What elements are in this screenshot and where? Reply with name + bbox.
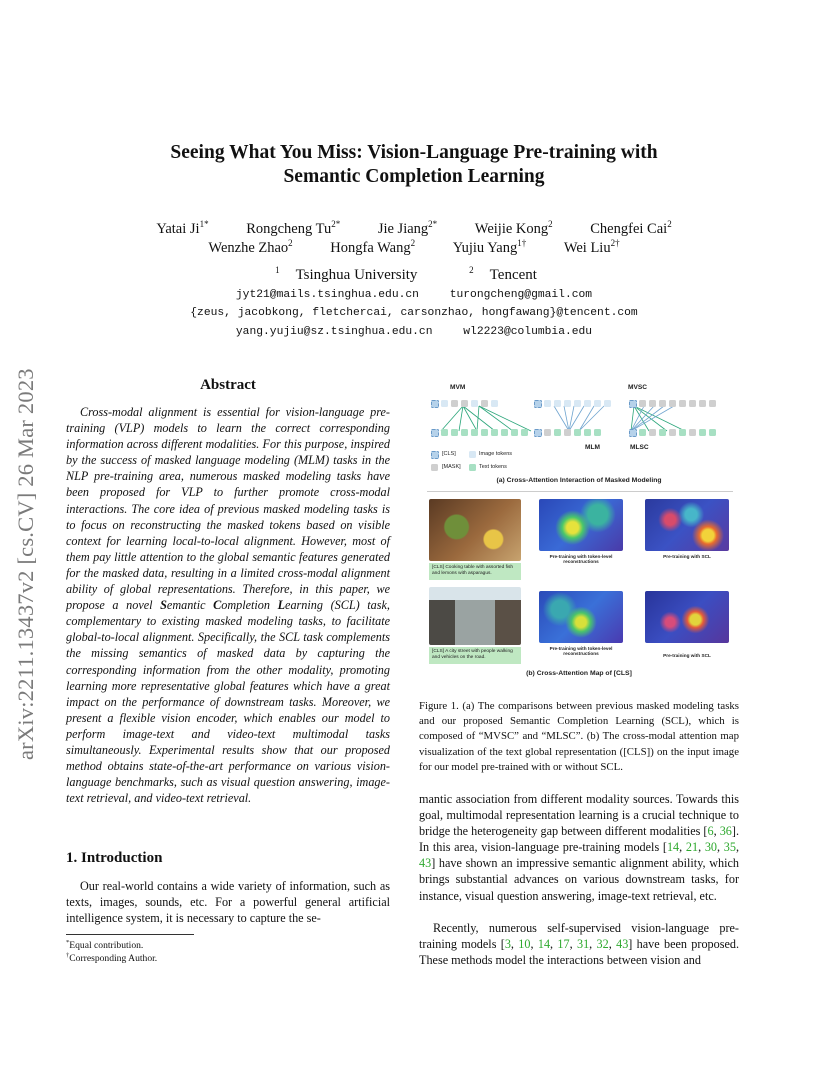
affiliation: $^1$ Tsinghua University xyxy=(275,265,418,283)
legend-text-swatch xyxy=(469,464,476,471)
author: Weijie Kong$^2$ xyxy=(474,219,553,237)
email: yang.yujiu@sz.tsinghua.edu.cn xyxy=(235,326,433,338)
author: Rongcheng $Tu^{2*}$ xyxy=(246,219,341,237)
text-token xyxy=(491,429,498,436)
footnote: *Equal contribution. xyxy=(66,939,144,952)
affiliation: $^2$ Tencent xyxy=(469,265,537,283)
author: Jie Jiang$^{2*}$ xyxy=(377,219,438,237)
figure-part-b-caption: (b) Cross-Attention Map of [CLS] xyxy=(526,670,632,677)
figure-1 xyxy=(419,373,739,693)
label-mvsc: MVSC xyxy=(628,384,648,391)
email-line-3 xyxy=(0,326,828,338)
figure-caption: Figure 1. (a) The comparisons between previous masked modeling tasks and our proposed Semantic Completion Learning (SCL), which is composed of “MVSC” and “MLSC”. (b) The cross-modal attention map visualization of the text global representation ([CLS]) on the input image for our model pre-trained with or without SCL. xyxy=(419,700,739,773)
author: Yatai $Ji^{1*}$ xyxy=(156,219,209,237)
mask-token xyxy=(481,400,488,407)
mask-token xyxy=(669,429,676,436)
image-token xyxy=(604,400,611,407)
text-token xyxy=(594,429,601,436)
cls-token xyxy=(534,400,542,408)
citation-link[interactable]: 14 xyxy=(666,840,680,855)
title-line-1: Seeing What You Miss: Vision-Language Pre-training with xyxy=(170,142,658,163)
text-token xyxy=(451,429,458,436)
label-mlsc: MLSC xyxy=(630,444,649,451)
footnote-rule xyxy=(66,934,194,935)
author-list-row-1 xyxy=(0,219,828,238)
citation-link[interactable]: 32 xyxy=(596,937,609,952)
text-token xyxy=(679,429,686,436)
mask-token xyxy=(649,429,656,436)
section-heading-introduction: 1. Introduction xyxy=(66,850,163,866)
figure-divider xyxy=(427,491,733,492)
mvm-connections xyxy=(441,406,531,431)
cls-token xyxy=(629,429,637,437)
label-token-level-1: Pre-training with token-level reconstructions xyxy=(549,554,613,564)
email: jyt21@mails.tsinghua.edu.cn xyxy=(235,289,419,301)
mask-token xyxy=(699,400,706,407)
author: Wenzhe Zhao$^2$ xyxy=(208,238,293,256)
text-token xyxy=(699,429,706,436)
citation-link[interactable]: 10 xyxy=(518,937,531,952)
text-token xyxy=(481,429,488,436)
image-token xyxy=(584,400,591,407)
legend-image-swatch xyxy=(469,451,476,458)
mask-token xyxy=(639,400,646,407)
author: Chengfei Cai$^2$ xyxy=(590,219,672,237)
mlsc-connections xyxy=(631,406,674,431)
text-token xyxy=(639,429,646,436)
legend-cls: [CLS] xyxy=(442,451,456,457)
text-token xyxy=(521,429,528,436)
attention-map-scl-1 xyxy=(645,499,729,551)
mask-token xyxy=(669,400,676,407)
cls-caption-1: [CLS] Cooking table with assorted fish and lemons with asparagus. xyxy=(429,563,521,580)
legend-mask: [MASK] xyxy=(442,464,461,470)
cls-token xyxy=(431,429,439,437)
image-token xyxy=(594,400,601,407)
citation-link[interactable]: 21 xyxy=(685,840,699,855)
label-mvm: MVM xyxy=(450,384,466,391)
image-token xyxy=(554,400,561,407)
email-line-2 xyxy=(0,307,828,319)
image-token xyxy=(564,400,571,407)
arxiv-stamp: arXiv:2211.13437v2 [cs.CV] 26 Mar 2023 xyxy=(13,368,38,760)
mask-token xyxy=(689,400,696,407)
legend-mask-swatch xyxy=(431,464,438,471)
text-token xyxy=(659,429,666,436)
affiliations xyxy=(0,265,828,284)
mask-token xyxy=(451,400,458,407)
citation-link[interactable]: 31 xyxy=(576,937,590,952)
attention-map-token-level-2 xyxy=(539,591,623,643)
text-token xyxy=(501,429,508,436)
attention-map-token-level-1 xyxy=(539,499,623,551)
text-token xyxy=(554,429,561,436)
email: {zeus, jacobkong, fletchercai, carsonzhao, hongfawang}@tencent.com xyxy=(190,307,638,319)
citation-link[interactable]: 3 xyxy=(504,937,511,952)
mask-token xyxy=(649,400,656,407)
citation-link[interactable]: 36 xyxy=(719,824,732,839)
author: Wei Liu$^{2\dagger}$ xyxy=(563,238,620,256)
cls-token xyxy=(629,400,637,408)
author: Yujiu Yang$^{1\dagger}$ xyxy=(452,238,527,256)
image-token xyxy=(491,400,498,407)
attention-map-scl-2 xyxy=(645,591,729,643)
kitchen-photo xyxy=(429,499,521,561)
citation-link[interactable]: 35 xyxy=(723,840,736,855)
label-scl-2: Pre-training with SCL xyxy=(663,653,711,658)
abstract-heading: Abstract xyxy=(200,377,256,393)
figure-part-a-caption: (a) Cross-Attention Interaction of Masked Modeling xyxy=(496,477,662,484)
text-token xyxy=(574,429,581,436)
abstract-text: Cross-modal alignment is essential for vision-language pre-training (VLP) models to learn the correct corresponding information across different modalities. For this purpose, inspired by the success of masked language modeling (MLM) tasks in the NLP pre-training area, numerous masked modeling tasks have been proposed for VLP to further promote cross-modal interactions. The core idea of previous masked modeling tasks is to focus on reconstructing the masked tokens based on visible context for learning local-to-local alignment. However, most of them pay little attention to the global semantic features generated for the masked data, resulting in a limited cross-modal alignment ability of global representations. Therefore, in this paper, we propose a novel Semantic Completion Learning (SCL) task, complementary to existing masked modeling tasks, to facilitate global-to-local alignment. Specifically, the SCL task complements the missing semantics of masked data by capturing the corresponding information from the other modality, promoting learning more representative global features which have a great impact on the performance of downstream tasks. Moreover, we present a flexible vision encoder, which enables our model to perform image-text and video-text multimodal tasks simultaneously. Experimental results show that our proposed method obtains state-of-the-art performance on various vision-language benchmarks, such as visual question answering, image-text retrieval, and video-text retrieval. xyxy=(66,405,390,806)
mask-token xyxy=(544,429,551,436)
image-token xyxy=(471,400,478,407)
footnote: †Corresponding Author. xyxy=(66,952,158,965)
text-token xyxy=(471,429,478,436)
mask-token xyxy=(709,400,716,407)
email-line-1 xyxy=(0,289,828,301)
body-paragraph: Recently, numerous self-supervised vision-language pre-training models [3, 10, 14, 17, 31, 32, 43] have been proposed. These methods model the interactions between vision and xyxy=(419,921,740,968)
mask-token xyxy=(461,400,468,407)
image-token xyxy=(544,400,551,407)
legend-image-tokens: Image tokens xyxy=(479,451,513,457)
mask-token xyxy=(679,400,686,407)
citation-link[interactable]: 17 xyxy=(557,937,570,952)
mask-token xyxy=(689,429,696,436)
cls-token xyxy=(534,429,542,437)
text-token xyxy=(511,429,518,436)
cls-caption-2: [CLS] A city street with people walking and vehicles on the road. xyxy=(429,647,521,664)
citation-link[interactable]: 43 xyxy=(419,856,432,871)
image-token xyxy=(441,400,448,407)
citation-link[interactable]: 30 xyxy=(704,840,718,855)
title-line-2: Semantic Completion Learning xyxy=(283,166,545,187)
text-token xyxy=(584,429,591,436)
label-token-level-2: Pre-training with token-level reconstructions xyxy=(549,646,613,656)
author-list-row-2 xyxy=(0,238,828,257)
citation-link[interactable]: 6 xyxy=(707,824,714,839)
legend-text-tokens: Text tokens xyxy=(479,464,507,470)
street-photo xyxy=(429,587,521,645)
label-mlm: MLM xyxy=(585,444,601,451)
mvsc-connections xyxy=(631,406,685,431)
body-paragraph: mantic association from different modality sources. Towards this goal, multimodal representation learning is a crucial technique to bridge the heterogeneity gap between different modalities [6, 36]. In this area, vision-language pre-training models [14, 21, 30, 35, 43] have shown an impressive semantic alignment ability, which brings substantial advances on various downstream tasks, for instance, visual question answering, image-text retrieval, etc. xyxy=(419,792,739,903)
text-token xyxy=(461,429,468,436)
author: Hongfa Wang$^2$ xyxy=(330,238,416,256)
text-token xyxy=(709,429,716,436)
citation-link[interactable]: 43 xyxy=(616,937,629,952)
text-token xyxy=(441,429,448,436)
label-scl-1: Pre-training with SCL xyxy=(663,554,711,559)
cls-token xyxy=(431,400,439,408)
citation-link[interactable]: 14 xyxy=(537,937,551,952)
email: turongcheng@gmail.com xyxy=(449,289,593,301)
legend-cls-swatch xyxy=(431,451,439,459)
image-token xyxy=(574,400,581,407)
email: wl2223@columbia.edu xyxy=(463,326,593,338)
mlm-connections xyxy=(554,406,604,431)
mask-token xyxy=(659,400,666,407)
intro-text: Our real-world contains a wide variety of information, such as texts, images, sounds, etc. For a powerful general artificial intelligence system, it is necessary to capture the se- xyxy=(66,879,390,926)
paper-title xyxy=(0,141,828,189)
mask-token xyxy=(564,429,571,436)
